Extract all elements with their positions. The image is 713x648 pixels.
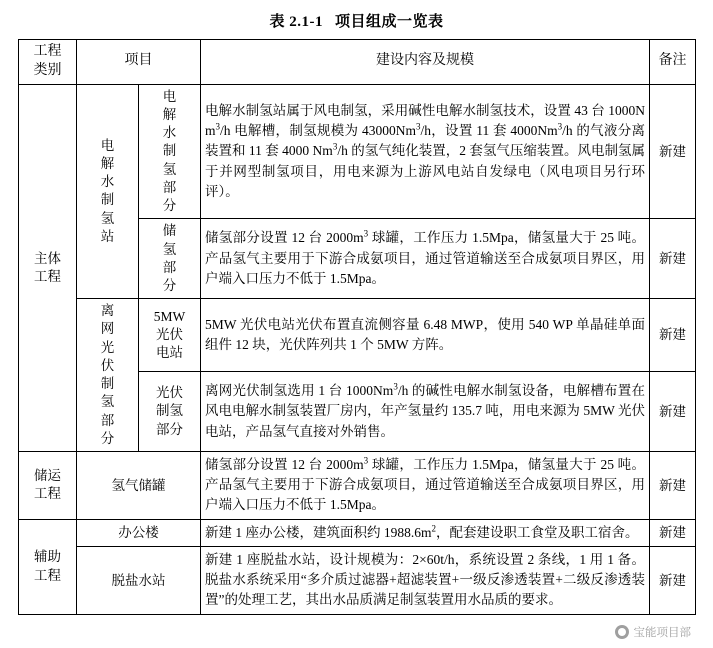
remark-pv-hydrogen: 新建 (650, 371, 696, 451)
content-storage: 储氢部分设置 12 台 $2000m^3$ 球罐，工作压力 1.5Mpa，储氢量大于 25 吨。产品氢气主要用于下游合成氨项目，通过管道输送至合成氨项目界区，用户端入口压力不低于 1.5Mpa。 (201, 219, 650, 299)
group-offgrid-pv: 离 网 光 伏 制 氢 部 分 (77, 299, 139, 452)
content-office-building: 新建 1 座办公楼，建筑面积约 $1988.6m^2$，配套建设职工食堂及职工宿舍。 (201, 519, 650, 546)
category-main (19, 84, 77, 451)
content-electrolysis: 电解水制氢站属于风电制氢，采用碱性电解水制氢技术，设置 43 台 1000Nm$^3$/h 电解槽，制氢规模为 43000Nm$^3$/h，设置 11 套 4000Nm$^3$/h 的气液分离装置和 11 套 4000 Nm$^3$/h 的氢气纯化装置，2 套氢气压缩装置。风电制氢属于并网型制氢项目，用电来源为上游风电站自发绿电（风电项目另行环评）。 (201, 84, 650, 219)
group-office-building: 办公楼 (77, 519, 201, 546)
remark-hydrogen-tank: 新建 (650, 451, 696, 519)
table-row (19, 84, 696, 219)
content-demineralized-water-station: 新建 1 座脱盐水站，设计规模为：2×60t/h，系统设置 2 条线，1 用 1 备。脱盐水系统采用“多介质过滤器+超滤装置+一级反渗透装置+二级反渗透装置”的处理工艺，其出水品质满足制氢装置用水品质的要求。 (201, 546, 650, 614)
table-row (19, 519, 696, 546)
sub-electrolysis-part: 电 解 水 制 氢 部 分 (139, 84, 201, 219)
category-main-line2: 工程 (34, 268, 61, 284)
header-item: 项目 (77, 40, 201, 85)
remark-5mw-pv: 新建 (650, 299, 696, 372)
table-row (19, 299, 696, 372)
group-electrolysis-station: 电 解 水 制 氢 站 (77, 84, 139, 298)
header-content: 建设内容及规模 (201, 40, 650, 85)
content-5mw-pv: 5MW 光伏电站光伏布置直流侧容量 6.48 MWP，使用 540 WP 单晶硅单面组件 12 块，光伏阵列共 1 个 5MW 方阵。 (201, 299, 650, 372)
table-caption (18, 10, 695, 31)
header-category-line1: 工程 (33, 44, 62, 59)
remark-office-building: 新建 (650, 519, 696, 546)
category-storage-transport (19, 451, 77, 519)
category-auxiliary-line2: 工程 (34, 567, 61, 583)
group-demineralized-water-station: 脱盐水站 (77, 546, 201, 614)
group-hydrogen-tank: 氢气储罐 (77, 451, 201, 519)
watermark (615, 624, 692, 640)
content-hydrogen-tank: 储氢部分设置 12 台 $2000m^3$ 球罐，工作压力 1.5Mpa，储氢量大于 25 吨。产品氢气主要用于下游合成氨项目，通过管道输送至合成氨项目界区，用户端入口压力不低于 1.5Mpa。 (201, 451, 650, 519)
category-storage-line1: 储运 (34, 468, 61, 484)
sub-pv-hydrogen-part: 光伏 制氢 部分 (139, 371, 201, 451)
category-main-line1: 主体 (34, 250, 61, 266)
remark-electrolysis: 新建 (650, 84, 696, 219)
category-auxiliary-line1: 辅助 (34, 549, 61, 565)
header-category (19, 40, 77, 85)
remark-storage: 新建 (650, 219, 696, 299)
sub-5mw-pv-station: 5MW 光伏 电站 (139, 299, 201, 372)
sub-storage-part: 储 氢 部 分 (139, 219, 201, 299)
header-category-line2: 类别 (33, 62, 62, 78)
caption-number: 表 2.1-1 (269, 14, 323, 30)
watermark-text: 宝能项目部 (633, 627, 691, 639)
content-pv-hydrogen: 离网光伏制氢选用 1 台 1000Nm$^3$/h 的碱性电解水制氢设备，电解槽布置在风电电解水制氢装置厂房内，年产氢量约 135.7 吨，用电来源为 5MW 光伏电站，产品氢气直接对外销售。 (201, 371, 650, 451)
table-header-row (19, 40, 696, 85)
project-composition-table (18, 39, 696, 615)
caption-title: 项目组成一览表 (334, 14, 444, 30)
header-remark: 备注 (650, 40, 696, 85)
remark-demineralized-water-station: 新建 (650, 546, 696, 614)
category-auxiliary (19, 519, 77, 614)
table-row (19, 546, 696, 614)
table-row (19, 451, 696, 519)
watermark-logo-icon (615, 625, 629, 639)
category-storage-line2: 工程 (34, 486, 61, 502)
